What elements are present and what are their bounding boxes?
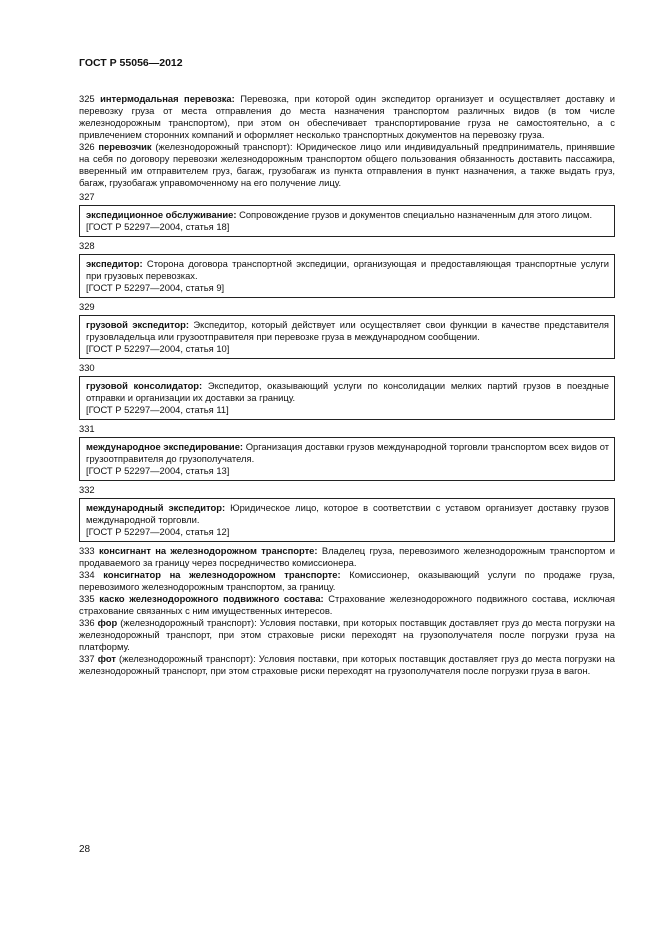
entry-term: грузовой консолидатор: — [86, 380, 203, 391]
entry-qualifier: (железнодорожный транспорт): — [117, 617, 257, 628]
entry-term: международный экспедитор: — [86, 502, 226, 513]
entry-definition: Организация доставки грузов международной торговли транспортом всех видов от грузоотправителя до грузополучателя. — [86, 441, 609, 464]
entry-term: фор — [97, 617, 118, 628]
term-entry — [79, 593, 615, 617]
page-content — [79, 93, 615, 677]
entry-term: каско железнодорожного подвижного состава: — [99, 593, 324, 604]
entry-term: экспедитор: — [86, 258, 143, 269]
boxed-entry-number: 327 — [79, 191, 95, 202]
entry-term: перевозчик — [98, 141, 152, 152]
entry-reference: [ГОСТ Р 52297—2004, статья 10] — [86, 343, 230, 354]
entry-term: экспедиционное обслуживание: — [86, 209, 237, 220]
entry-number: 326 — [79, 141, 95, 152]
boxed-term-entry — [79, 437, 615, 481]
entry-number: 335 — [79, 593, 95, 604]
entry-number: 325 — [79, 93, 95, 104]
page-number: 28 — [79, 844, 91, 855]
boxed-entry-number: 330 — [79, 362, 95, 373]
entry-definition: Перевозка, при которой один экспедитор организует и осуществляет доставку и перевозку груза от места отправления до места назначения транспортом различных видов (в том числе железнодорожным транспортом), при этом он обеспечивает транспортирование груза не самостоятельно, а с привлечением сторонних компаний и оформляет несколько транспортных документов на перевозку груза. — [79, 93, 616, 140]
term-entry — [79, 545, 615, 569]
entry-qualifier: (железнодорожный транспорт): — [151, 141, 293, 152]
boxed-entry-number: 331 — [79, 423, 95, 434]
boxed-entry-number: 332 — [79, 484, 95, 495]
entry-number: 333 — [79, 545, 95, 556]
boxed-entry-number: 329 — [79, 301, 95, 312]
entry-reference: [ГОСТ Р 52297—2004, статья 9] — [86, 282, 225, 293]
entry-reference: [ГОСТ Р 52297—2004, статья 11] — [86, 404, 229, 415]
term-entry — [79, 653, 615, 677]
entry-definition: Сопровождение грузов и документов специально назначенным для этого лицом. — [239, 209, 593, 220]
page-header-standard: ГОСТ Р 55056—2012 — [79, 57, 183, 69]
entry-definition: Экспедитор, оказывающий услуги по консолидации мелких партий грузов в поездные отправки и организации их доставки за границу. — [86, 380, 610, 403]
term-entry — [79, 93, 615, 141]
entry-definition: Юридическое лицо или индивидуальный предприниматель, принявшие на себя по договору перевозки железнодорожным транспортом общего пользования обязанность доставить пассажира, вверенный им отправителем груз, багаж, грузобагаж из пункта отправления в пункт назначения, а также выдать груз, багаж, грузобагаж управомоченному на его получение лицу. — [79, 141, 616, 188]
term-entry — [79, 617, 615, 653]
entry-definition: Сторона договора транспортной экспедиции, организующая и предоставляющая транспортные услуги при грузовых перевозках. — [86, 258, 610, 281]
entry-term: консигнатор на железнодорожном транспорте: — [103, 569, 341, 580]
entry-number: 336 — [79, 617, 95, 628]
entry-term: фот — [97, 653, 116, 664]
entry-term: консигнант на железнодорожном транспорте: — [98, 545, 318, 556]
term-entry — [79, 141, 615, 189]
boxed-term-entry — [79, 254, 615, 298]
term-entry — [79, 569, 615, 593]
boxed-term-entry — [79, 205, 615, 237]
entry-term: интермодальная перевозка: — [100, 93, 235, 104]
entry-reference: [ГОСТ Р 52297—2004, статья 12] — [86, 526, 230, 537]
entry-definition: Юридическое лицо, которое в соответствии с уставом организует доставку грузов международной торговли. — [86, 502, 609, 525]
entry-definition: Комиссионер, оказывающий услуги по продаже груза, перевозимого железнодорожным транспортом, за границу. — [79, 569, 615, 592]
boxed-term-entry — [79, 376, 615, 420]
entry-term: международное экспедирование: — [86, 441, 244, 452]
boxed-entry-number: 328 — [79, 240, 95, 251]
entry-qualifier: (железнодорожный транспорт): — [115, 653, 256, 664]
entry-number: 337 — [79, 653, 95, 664]
entry-reference: [ГОСТ Р 52297—2004, статья 13] — [86, 465, 230, 476]
entry-definition: Владелец груза, перевозимого железнодорожным транспортом и продаваемого за границу через посредничество комиссионера. — [79, 545, 615, 568]
entry-definition: Экспедитор, который действует или осуществляет свои функции в качестве представителя грузовладельца или грузоотправителя при перевозке груза в международном сообщении. — [86, 319, 609, 342]
entry-reference: [ГОСТ Р 52297—2004, статья 18] — [86, 221, 230, 232]
boxed-term-entry — [79, 315, 615, 359]
entry-definition: Страхование железнодорожного подвижного состава, исключая страхование связанных с ним имущественных интересов. — [79, 593, 615, 616]
entry-definition: Условия поставки, при которых поставщик доставляет груз до места погрузки на железнодорожный транспорт, при этом страховые риски переходят на грузополучателя после погрузки груза на платформу. — [79, 617, 616, 652]
entry-term: грузовой экспедитор: — [86, 319, 189, 330]
boxed-term-entry — [79, 498, 615, 542]
entry-definition: Условия поставки, при которых поставщик доставляет груз до места погрузки на железнодорожный транспорт, при этом страховые риски переходят на грузополучателя после погрузки груза в вагон. — [79, 653, 615, 676]
entry-number: 334 — [79, 569, 95, 580]
